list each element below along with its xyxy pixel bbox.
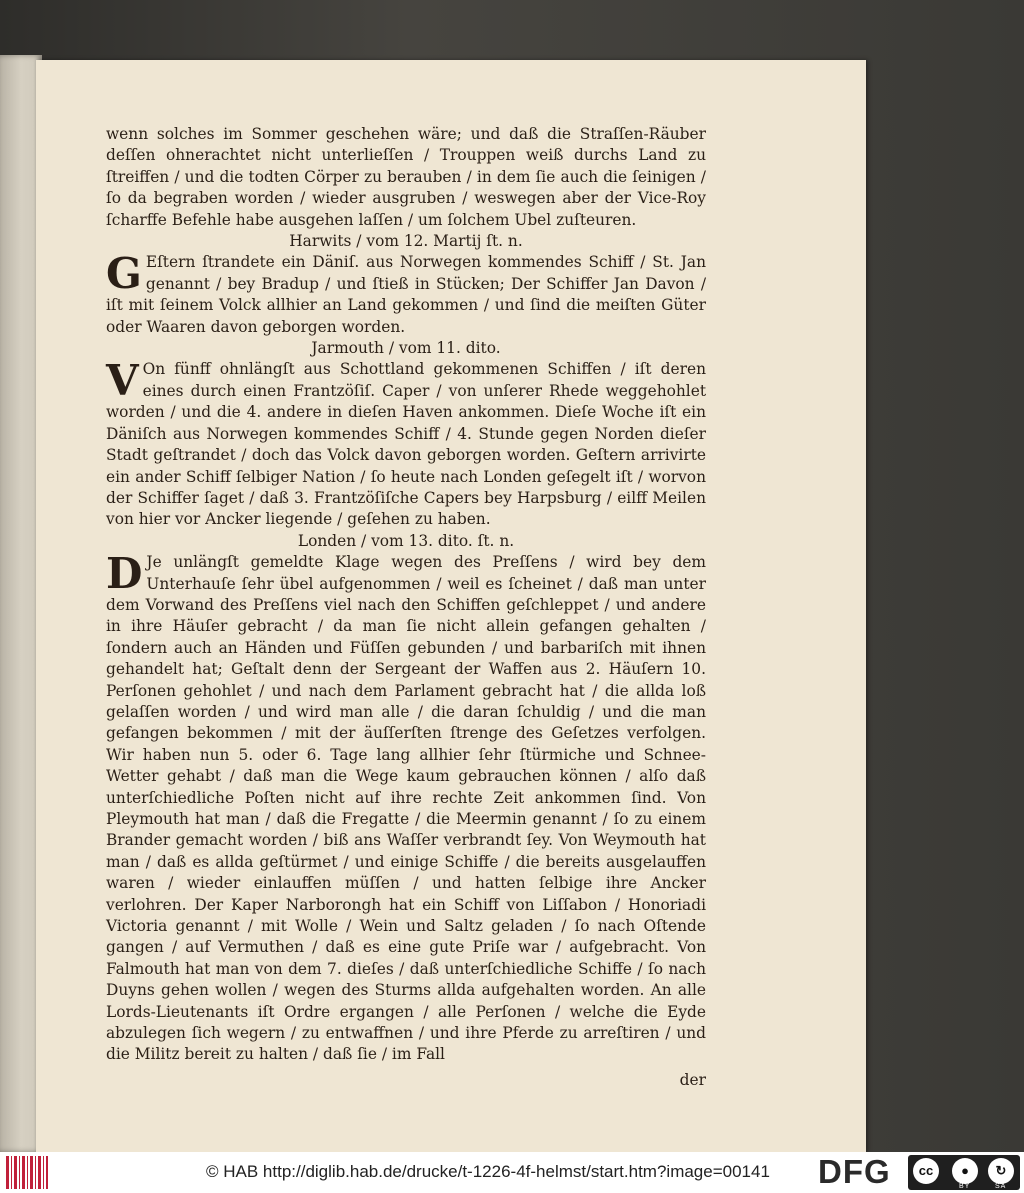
heading-harwits: Harwits / vom 12. Martij ſt. n. xyxy=(289,232,523,251)
dfg-logo: DFG xyxy=(818,1153,891,1190)
viewer-footer xyxy=(0,1152,1024,1193)
paragraph-opening: wenn solches im Sommer geschehen wäre; und daß die Straſſen-Räuber deſſen ohnerachtet nicht unterlieſſen / Trouppen weiß durchs Land zu ſtreiffen / und die todten Cörper zu berauben / in dem ſie auch die ſeinigen / ſo da begraben worden / wieder ausgruben / weswegen aber der Vice-Roy ſcharffe Befehle habe ausgehen laſſen / um ſolchem Ubel zuſteuren. xyxy=(106,125,706,229)
paragraph-londen xyxy=(106,549,706,1066)
book-page xyxy=(36,60,866,1152)
cc-license-badge[interactable] xyxy=(908,1155,1020,1190)
source-url-link[interactable]: © HAB http://diglib.hab.de/drucke/t-1226-4f-helmst/start.htm?image=00141 xyxy=(206,1162,770,1181)
by-icon: ● xyxy=(952,1158,978,1184)
heading-londen: Londen / vom 13. dito. ſt. n. xyxy=(297,531,515,550)
paragraph-harwits-text: Eſtern ſtrandete ein Däniſ. aus Norwegen kommendes Schiff / St. Jan genannt / bey Bradup / und ſtieß in Stücken; Der Schiffer Jan Davon / iſt mit ſeinem Volck allhier an Land gekommen / und ſind die meiſten Güter oder Waaren davon geborgen worden. xyxy=(106,253,706,336)
by-label: BY xyxy=(959,1183,971,1190)
paragraph-harwits xyxy=(106,249,706,338)
dropcap-g: G xyxy=(106,249,142,299)
dropcap-v: V xyxy=(106,356,139,406)
heading-jarmouth: Jarmouth / vom 11. dito. xyxy=(311,339,501,358)
sa-label: SA xyxy=(995,1183,1007,1190)
barcode-icon xyxy=(6,1156,48,1189)
paragraph-londen-text: Je unlängſt gemeldte Klage wegen des Preſſens / wird bey dem Unterhauſe ſehr übel aufgenommen / weil es ſcheinet / daß man unter dem Vorwand des Preſſens viel nach den Schiffen geſchleppet / und andere in ihre Häuſer gebracht / da man ſie nicht allein gefangen gehalten / ſondern auch an Händen und Füſſen gebunden / und barbariſch mit ihnen gehandelt hat; Geſtalt denn der Sergeant der Waffen aus 2. Häuſern 10. Perſonen gehohlet / und nach dem Parlament gebracht hat / die allda loß gelaſſen worden / und wird man alle / die daran ſchuldig / und die man gefangen bekommen / mit der äuſſerſten ſtrenge des Geſetzes verfolgen. Wir haben nun 5. oder 6. Tage lang allhier ſehr ſtürmiche und Schnee-Wetter gehabt / daß man die Wege kaum gebrauchen können / alſo daß unterſchiedliche Poſten nicht auf ihre rechte Zeit ankommen ſind. Von Pleymouth hat man / daß die Fregatte / die Meermin genannt / ſo zu einem Brander gemacht worden / biß ans Waſſer verbrandt ſey. Von Weymouth hat man / daß es allda geſtürmet / und einige Schiffe / die bereits ausgelauffen waren / wieder einlauffen müſſen / und hatten ſelbige ihre Ancker verlohren. Der Kaper Narborongh hat ein Schiff von Liſſabon / Honoriadi Victoria genannt / mit Wolle / Wein und Saltz geladen / ſo nach Oſtende gangen / auf Vermuthen / daß es eine gute Priſe war / aufgebracht. Von Falmouth hat man von dem 7. dieſes / daß unterſchiedliche Schiffe / ſo nach Duyns gehen wollen / wegen des Sturms allda aufgehalten worden. An alle Lords-Lieutenants iſt Ordre ergangen / alle Perſonen / welche die Eyde abzulegen ſich wegern / zu entwaffnen / und ihre Pferde zu arreſtiren / und die Militz bereit zu halten / daß ſie / im Fall xyxy=(106,553,706,1064)
page-text xyxy=(106,124,706,1091)
catchword: der xyxy=(679,1070,706,1089)
dropcap-d: D xyxy=(106,549,143,599)
paragraph-jarmouth-text: On fünff ohnlängſt aus Schottland gekommenen Schiffen / iſt deren eines durch einen Frantzöſiſ. Caper / von unſerer Rhede weggehohlet worden / und die 4. andere in dieſen Haven ankommen. Dieſe Woche iſt ein Däniſch aus Norwegen kommendes Schiff / 4. Stunde gegen Norden dieſer Stadt geſtrandet / doch das Volck davon geborgen worden. Geſtern arrivirte ein ander Schiff ſelbiger Nation / ſo heute nach Londen geſegelt iſt / worvon der Schiffer ſaget / daß 3. Frantzöſiſche Capers bey Harpsburg / eilff Meilen von hier vor Ancker liegende / geſehen zu haben. xyxy=(106,360,706,529)
sa-icon: ↻ xyxy=(988,1158,1014,1184)
cc-icon: cc xyxy=(913,1158,939,1184)
paragraph-jarmouth xyxy=(106,356,706,530)
